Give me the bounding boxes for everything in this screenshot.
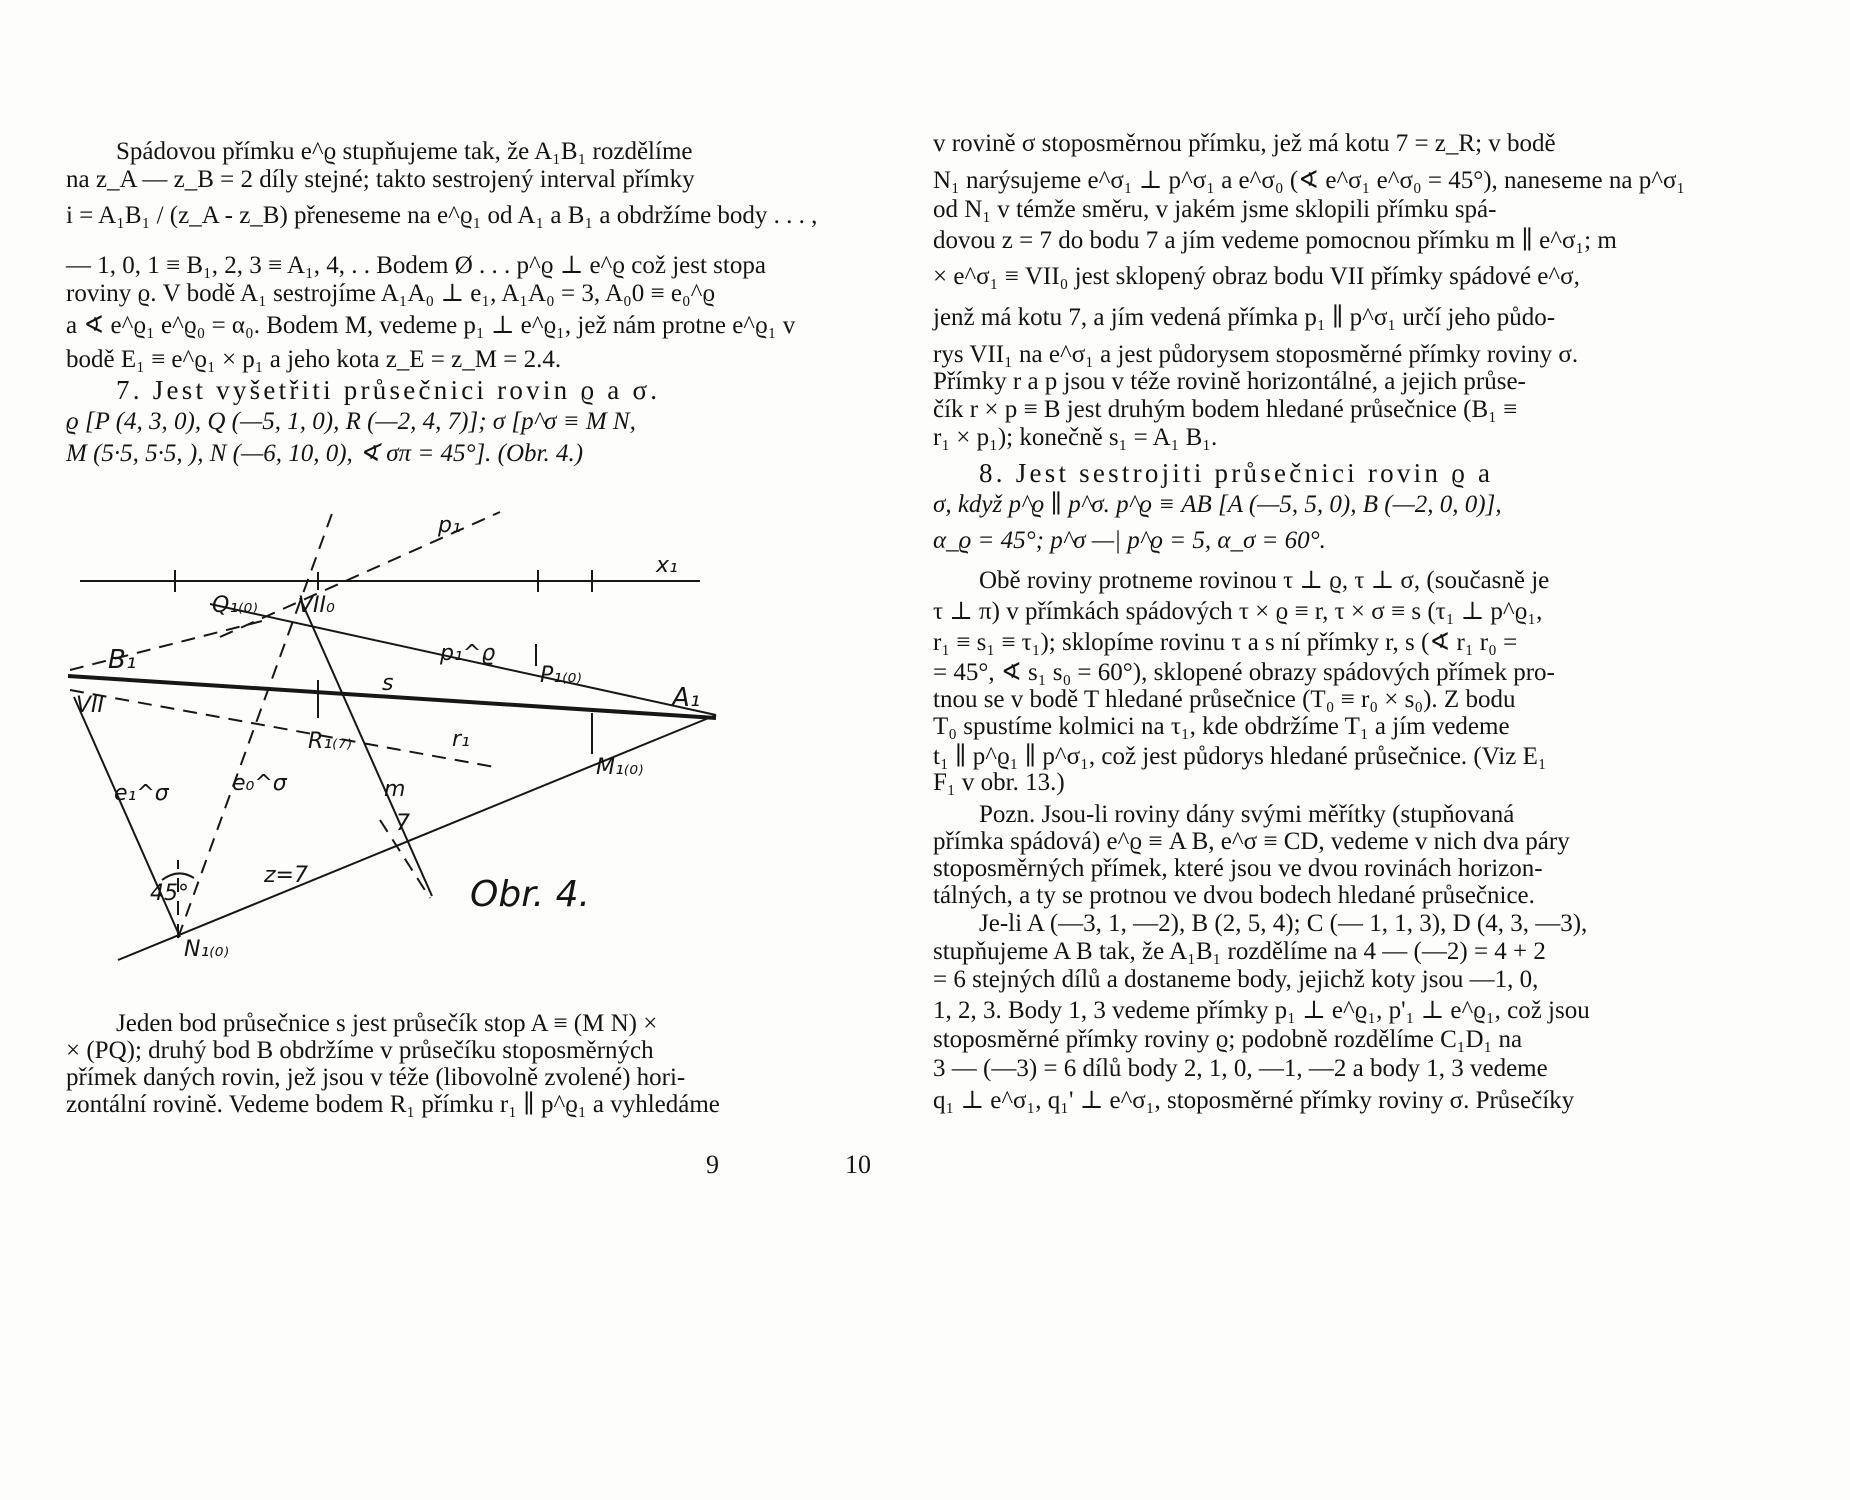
- text-line: zontální rovině. Vedeme bodem R₁ přímku r₁ ∥ p^ϱ₁ a vyhledáme: [66, 1091, 720, 1118]
- label-m10: M₁₍₀₎: [596, 755, 644, 780]
- text-line: 3 — (—3) = 6 dílů body 2, 1, 0, —1, —2 a body 1, 3 vedeme: [933, 1055, 1548, 1082]
- text-line: — 1, 0, 1 ≡ B₁, 2, 3 ≡ A₁, 4, . . Bodem Ø . . . p^ϱ ⊥ e^ϱ což jest stopa: [66, 252, 766, 279]
- label-a1: A₁: [672, 683, 701, 713]
- page-number: 10: [845, 1150, 871, 1179]
- right-page: [845, 0, 1850, 1500]
- problem-8-definition: α_ϱ = 45°; p^σ —| p^ϱ = 5, α_σ = 60°.: [933, 527, 1326, 554]
- label-p10: P₁₍₀₎: [540, 663, 582, 688]
- text-line: × (PQ); druhý bod B obdržíme v průsečíku stoposměrných: [66, 1037, 654, 1064]
- text-line: stoposměrných přímek, které jsou ve dvou rovinách horizon-: [933, 855, 1543, 882]
- label-p1-rho: p₁^ϱ: [440, 641, 496, 666]
- label-vii0: VII₀: [298, 593, 335, 618]
- label-m: m: [384, 777, 406, 802]
- text-line: Obě roviny protneme rovinou τ ⊥ ϱ, τ ⊥ σ, (současně je: [979, 567, 1550, 594]
- text-line: stoposměrné přímky roviny ϱ; podobně rozdělíme C₁D₁ na: [933, 1026, 1523, 1053]
- text-line: od N₁ v témže směru, v jakém jsme sklopili přímku spá-: [933, 196, 1497, 223]
- label-n10: N₁₍₀₎: [184, 937, 229, 962]
- problem-7-heading: 7. Jest vyšetřiti průsečnici rovin ϱ a σ.: [116, 375, 661, 405]
- label-e-sigma-1: e₁^σ: [114, 781, 169, 806]
- text-line: jenž má kotu 7, a jím vedená přímka p₁ ∥ p^σ₁ určí jeho půdo-: [933, 304, 1556, 331]
- text-line: Pozn. Jsou-li roviny dány svými měřítky (stupňovaná: [979, 801, 1515, 828]
- text-line: tálných, a ty se protnou ve dvou bodech hledané průsečnice.: [933, 882, 1535, 909]
- line-b1-q: [70, 619, 270, 670]
- text-line: přímek daných rovin, jež jsou v téže (libovolně zvolené) hori-: [66, 1064, 686, 1091]
- text-line: stupňujeme A B tak, že A₁B₁ rozdělíme na 4 — (—2) = 4 + 2: [933, 938, 1546, 965]
- problem-8-definition: σ, když p^ϱ ∥ p^σ. p^ϱ ≡ AB [A (—5, 5, 0), B (—2, 0, 0)],: [933, 491, 1502, 518]
- text-line: 1, 2, 3. Body 1, 3 vedeme přímky p₁ ⊥ e^ϱ₁, p'₁ ⊥ e^ϱ₁, což jsou: [933, 997, 1590, 1024]
- text-line: q₁ ⊥ e^σ₁, q₁' ⊥ e^σ₁, stoposměrné přímky roviny σ. Průsečíky: [933, 1087, 1575, 1114]
- text-line: rys VII₁ na e^σ₁ a jest půdorysem stoposměrné přímky roviny σ.: [933, 341, 1579, 368]
- page-number: 9: [706, 1150, 719, 1179]
- label-e-sigma-0: e₀^σ: [232, 771, 287, 796]
- text-line: tnou se v bodě T hledané průsečnice (T₀ ≡ r₀ × s₀). Z bodu: [933, 686, 1516, 713]
- problem-7-definition: ϱ [P (4, 3, 0), Q (—5, 1, 0), R (—2, 4, 7)]; σ [p^σ ≡ M N,: [66, 408, 636, 435]
- text-line: Jeden bod průsečnice s jest průsečík stop A ≡ (M N) ×: [116, 1010, 658, 1037]
- label-vii: VII: [76, 693, 105, 718]
- label-z7: z=7: [264, 863, 308, 888]
- text-line: i = A₁B₁ / (z_A - z_B) přeneseme na e^ϱ₁ od A₁ a B₁ a obdržíme body . . . ,: [66, 202, 818, 229]
- text-line: × e^σ₁ ≡ VII₀ jest sklopený obraz bodu VII přímky spádové e^σ,: [933, 263, 1580, 290]
- text-line: dovou z = 7 do bodu 7 a jím vedeme pomocnou přímku m ∥ e^σ₁; m: [933, 227, 1617, 254]
- label-p1: p₁: [438, 513, 461, 538]
- line-p-sigma: [118, 715, 716, 960]
- text-line: bodě E₁ ≡ e^ϱ₁ × p₁ a jeho kota z_E = z_M = 2.4.: [66, 346, 562, 373]
- text-line: roviny ϱ. V bodě A₁ sestrojíme A₁A₀ ⊥ e₁, A₁A₀ = 3, A₀0 ≡ e₀^ϱ: [66, 280, 716, 307]
- label-b1: B₁: [108, 645, 137, 675]
- text-line: N₁ narýsujeme e^σ₁ ⊥ p^σ₁ a e^σ₀ (∢ e^σ₁ e^σ₀ = 45°), naneseme na p^σ₁: [933, 167, 1686, 194]
- problem-7-definition: M (5·5, 5·5, ), N (—6, 10, 0), ∢ σπ = 45°]. (Obr. 4.): [66, 440, 584, 467]
- text-line: = 6 stejných dílů a dostaneme body, jejichž koty jsou —1, 0,: [933, 966, 1539, 993]
- text-line: τ ⊥ π) v přímkách spádových τ × ϱ ≡ r, τ × σ ≡ s (τ₁ ⊥ p^ϱ₁,: [933, 598, 1543, 625]
- text-line: a ∢ e^ϱ₁ e^ϱ₀ = α₀. Bodem M, vedeme p₁ ⊥ e^ϱ₁, jež nám protne e^ϱ₁ v: [66, 312, 796, 339]
- label-r1: r₁: [452, 727, 470, 752]
- text-line: Je-li A (—3, 1, —2), B (2, 5, 4); C (— 1, 1, 3), D (4, 3, —3),: [979, 910, 1588, 937]
- text-line: v rovině σ stoposměrnou přímku, jež má kotu 7 = z_R; v bodě: [933, 130, 1556, 157]
- label-q: Q₁₍₀₎: [212, 593, 258, 618]
- text-line: přímka spádová) e^ϱ ≡ A B, e^σ ≡ CD, vedeme v nich dva páry: [933, 828, 1570, 855]
- problem-8-heading: 8. Jest sestrojiti průsečnici rovin ϱ a: [979, 458, 1494, 488]
- label-x1: x₁: [656, 553, 678, 578]
- text-line: r₁ × p₁); konečně s₁ = A₁ B₁.: [933, 424, 1218, 451]
- figure-caption: Obr. 4.: [470, 874, 590, 915]
- text-line: r₁ ≡ s₁ ≡ τ₁); sklopíme rovinu τ a s ní přímky r, s (∢ r₁ r₀ =: [933, 629, 1518, 656]
- text-line: na z_A — z_B = 2 díly stejné; takto sestrojený interval přímky: [66, 166, 695, 193]
- label-45: 45°: [150, 881, 189, 906]
- text-line: čík r × p ≡ B jest druhým bodem hledané průsečnice (B₁ ≡: [933, 396, 1518, 423]
- label-s: s: [382, 671, 394, 696]
- text-line: = 45°, ∢ s₁ s₀ = 60°), sklopené obrazy spádových přímek pro-: [933, 659, 1555, 686]
- text-line: T₀ spustíme kolmici na τ₁, kde obdržíme T₁ a jím vedeme: [933, 713, 1510, 740]
- label-7: 7: [396, 811, 410, 836]
- text-line: t₁ ∥ p^ϱ₁ ∥ p^σ₁, což jest půdorys hledané průsečnice. (Viz E₁: [933, 743, 1547, 770]
- label-r17: R₁₍₇₎: [308, 729, 352, 754]
- text-line: F₁ v obr. 13.): [933, 769, 1065, 796]
- text-line: Přímky r a p jsou v téže rovině horizontálné, a jejich průse-: [933, 368, 1526, 395]
- text-line: Spádovou přímku e^ϱ stupňujeme tak, že A₁B₁ rozdělíme: [116, 138, 693, 165]
